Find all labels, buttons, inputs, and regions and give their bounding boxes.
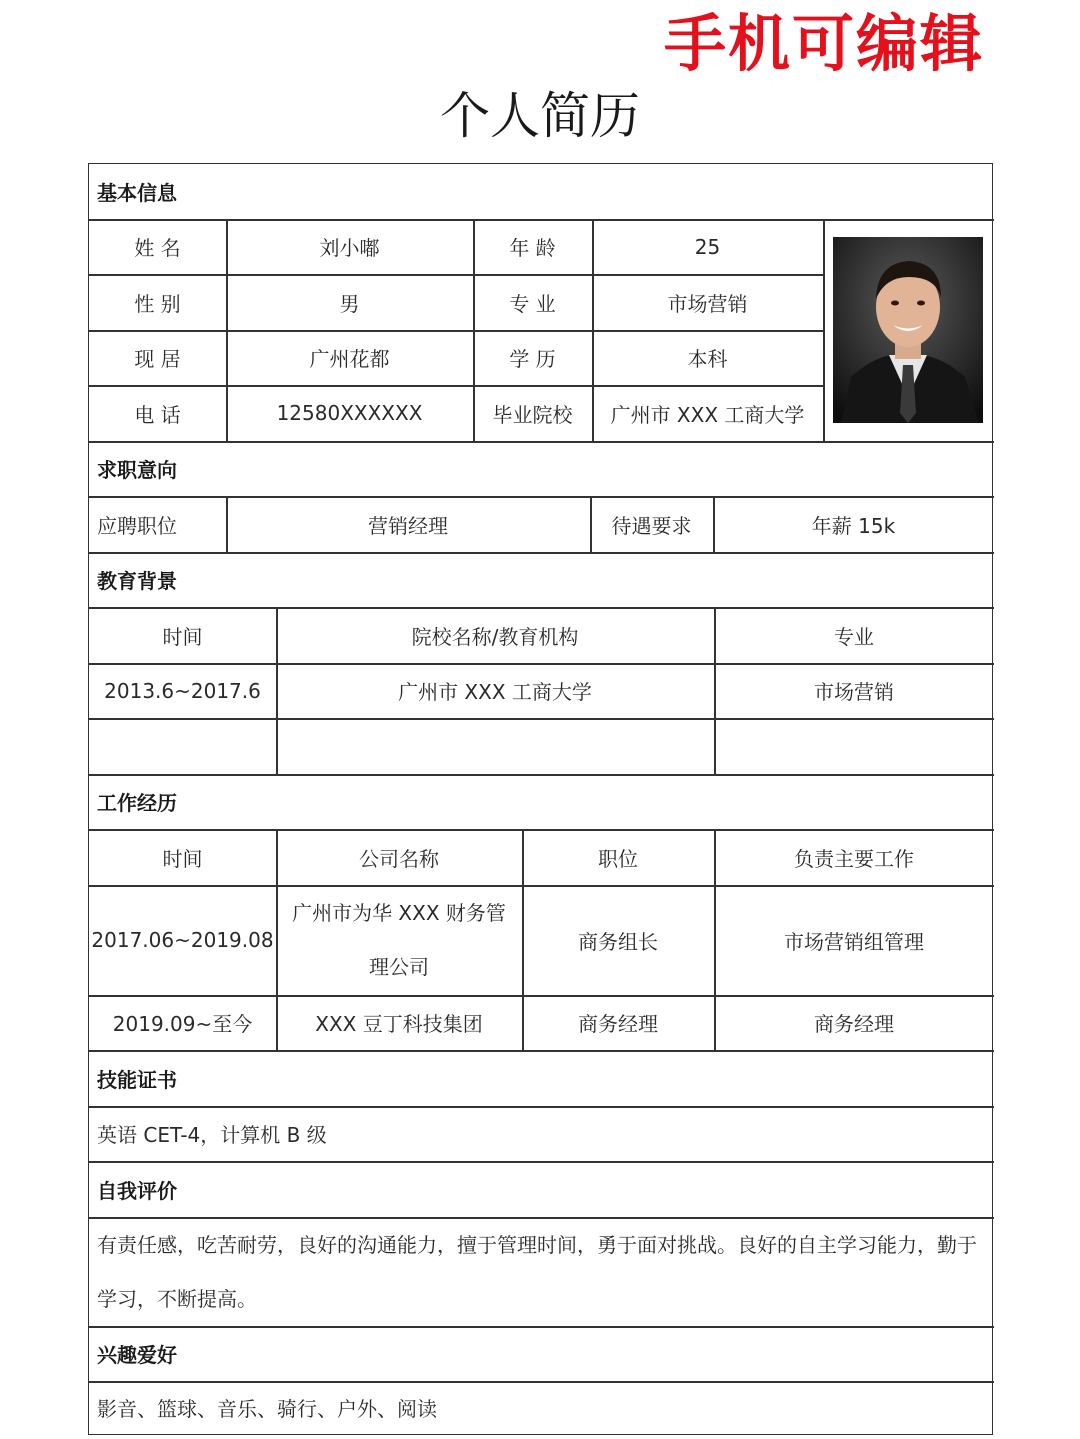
major-label: 专 业 [509, 291, 556, 316]
work-header-duties: 负责主要工作 [794, 846, 914, 871]
salary-label: 待遇要求 [611, 513, 692, 538]
gender-label: 性 别 [134, 291, 181, 316]
resume-table [88, 163, 993, 1435]
page-title: 个人简历 [440, 87, 640, 145]
self-evaluation-text[interactable]: 有责任感，吃苦耐劳，良好的沟通能力，擅于管理时间，勇于面对挑战。良好的自主学习能力，勤于学习，不断提高。 [97, 1232, 977, 1311]
edu-row-1-school[interactable]: 广州市 XXX 工商大学 [398, 680, 592, 704]
work-row-2-company[interactable]: XXX 豆丁科技集团 [315, 1012, 483, 1036]
edu-row-2-school[interactable] [276, 718, 714, 774]
work-row-1-duties[interactable]: 市场营销组管理 [784, 929, 924, 954]
age-value[interactable]: 25 [694, 234, 721, 259]
work-row-2-title[interactable]: 商务经理 [578, 1012, 658, 1036]
section-basic-info: 基本信息 [97, 181, 177, 205]
work-row-1-company[interactable]: 广州市为华 XXX 财务管理公司 [292, 901, 506, 979]
section-self-evaluation: 自我评价 [97, 1178, 177, 1203]
name-value[interactable]: 刘小嘟 [319, 236, 380, 260]
section-hobbies: 兴趣爱好 [97, 1343, 177, 1367]
edu-header-major: 专业 [834, 624, 874, 649]
age-label: 年 龄 [509, 236, 556, 260]
work-row-2-time[interactable]: 2019.09~至今 [112, 1012, 253, 1036]
work-header-time: 时间 [162, 846, 203, 871]
work-row-2-duties[interactable]: 商务经理 [814, 1012, 894, 1036]
edu-row-2-major[interactable] [714, 718, 994, 774]
edu-row-2-time[interactable] [89, 718, 276, 774]
edu-header-time: 时间 [162, 624, 203, 649]
major-value[interactable]: 市场营销 [667, 291, 748, 316]
edu-header-school: 院校名称/教育机构 [411, 624, 579, 649]
edu-row-1-major[interactable]: 市场营销 [814, 680, 894, 704]
person-icon [833, 237, 983, 423]
portrait-photo[interactable] [833, 237, 983, 423]
work-header-title: 职位 [598, 846, 638, 871]
residence-value[interactable]: 广州花都 [309, 347, 390, 371]
degree-value[interactable]: 本科 [687, 347, 728, 371]
work-header-company: 公司名称 [359, 846, 439, 871]
section-work-experience: 工作经历 [97, 791, 177, 815]
gender-value[interactable]: 男 [339, 291, 360, 316]
residence-label: 现 居 [134, 347, 181, 371]
edu-row-1-time[interactable]: 2013.6~2017.6 [104, 678, 261, 703]
hobbies-text[interactable]: 影音、篮球、音乐、骑行、户外、阅读 [97, 1397, 437, 1421]
position-label: 应聘职位 [97, 513, 177, 538]
degree-label: 学 历 [509, 347, 556, 371]
position-value[interactable]: 营销经理 [368, 513, 448, 538]
work-row-1-time[interactable]: 2017.06~2019.08 [91, 928, 274, 952]
phone-label: 电 话 [134, 402, 181, 427]
salary-value[interactable]: 年薪 15k [811, 513, 896, 538]
section-education: 教育背景 [97, 569, 177, 593]
editable-badge: 手机可编辑 [663, 7, 984, 80]
section-skills: 技能证书 [97, 1067, 177, 1092]
phone-value[interactable]: 12580XXXXXX [276, 401, 423, 425]
school-label: 毕业院校 [492, 402, 573, 427]
skills-text[interactable]: 英语 CET-4，计算机 B 级 [97, 1123, 327, 1147]
school-value[interactable]: 广州市 XXX 工商大学 [610, 402, 805, 427]
section-job-intent: 求职意向 [97, 458, 177, 482]
work-row-1-title[interactable]: 商务组长 [578, 929, 658, 954]
name-label: 姓 名 [134, 236, 181, 260]
